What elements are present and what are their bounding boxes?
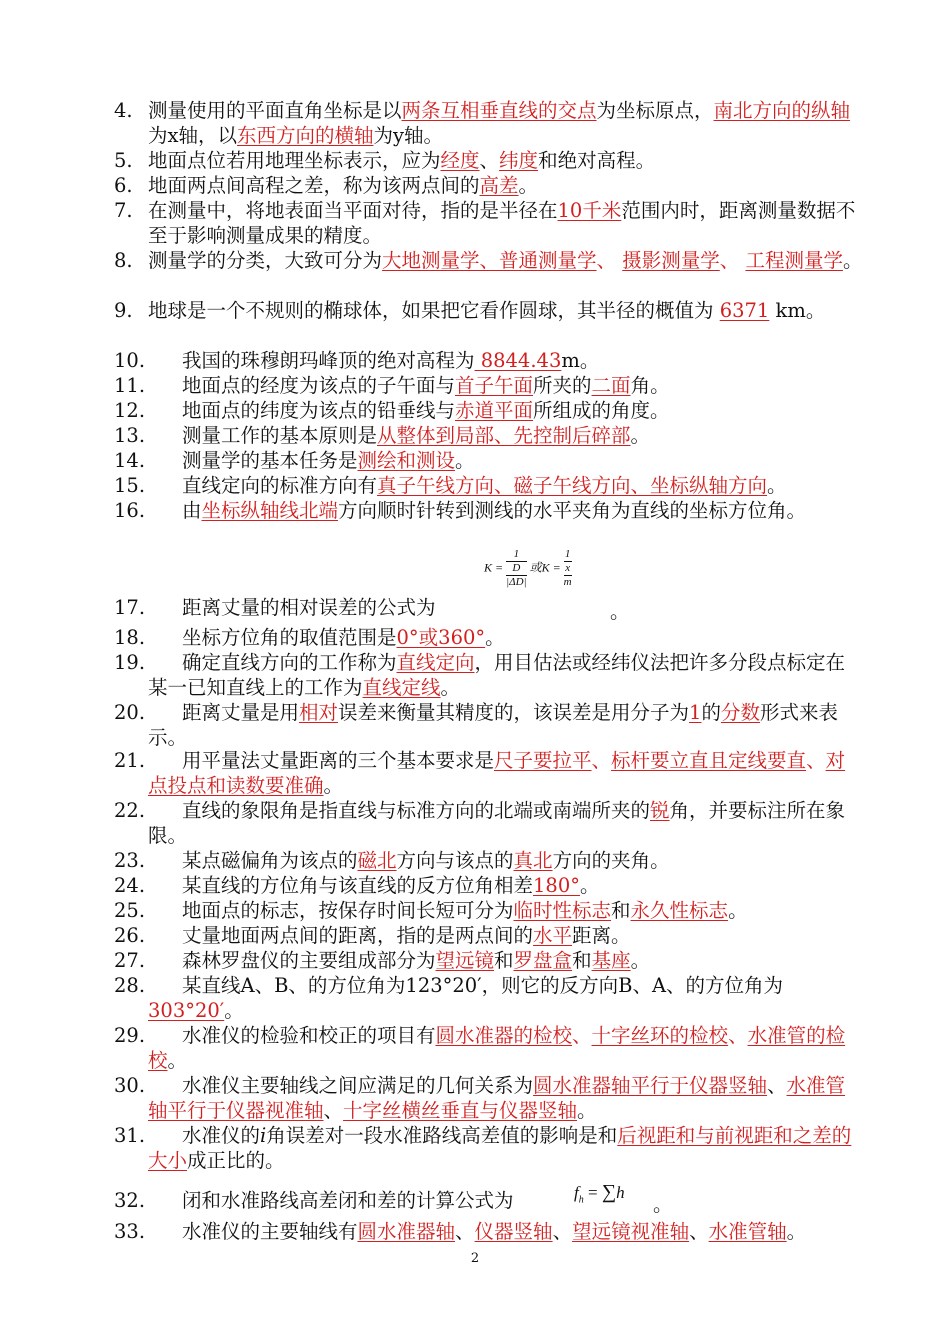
- question-number: 18.: [114, 626, 146, 649]
- question-fragment: ，用目估法或经纬仪法把许多分段点标定在某一已知直线上的工作为: [148, 651, 846, 699]
- question-fragment: 测量学的基本任务是: [182, 449, 358, 472]
- question-text: [148, 398, 864, 423]
- formula-or-label: 或K =: [529, 560, 561, 575]
- answer-fill: 仪器竖轴: [474, 1220, 553, 1243]
- question-text: [148, 348, 864, 373]
- question-text: [148, 148, 864, 173]
- answer-fill: 大地测量学、普通测量学: [382, 249, 597, 272]
- question-fragment: 直线的象限角是指直线与标准方向的北端或南端所夹的: [182, 799, 651, 822]
- question-fragment: 水准仪的主要轴线有: [182, 1220, 358, 1243]
- denominator-x: x: [565, 562, 571, 574]
- answer-separator: 、: [719, 249, 746, 272]
- question-text: [148, 1073, 864, 1123]
- question-fragment: 。: [518, 174, 539, 197]
- question-text: [148, 1188, 864, 1213]
- question-fragment: 某直线A、B、的方位角为123°20′，则它的反方向B、A、的方位角为: [182, 974, 784, 997]
- italic-symbol: i: [260, 1124, 267, 1147]
- question-fragment: 为x轴，以: [148, 124, 237, 147]
- question-fragment: 的: [701, 701, 721, 724]
- question-text: [148, 595, 864, 620]
- question-fragment: 测量工作的基本原则是: [182, 424, 378, 447]
- answer-separator: 、: [572, 1024, 592, 1047]
- formula-subscript: h: [578, 1194, 584, 1206]
- question-fragment: 。: [224, 999, 244, 1022]
- question-number: 32.: [114, 1189, 146, 1212]
- answer-fill: 南北方向的纵轴: [713, 99, 851, 122]
- question-number: 21.: [114, 749, 146, 772]
- question-fragment: m。: [561, 349, 600, 372]
- answer-fill: 水准管轴平行于仪器视准轴: [148, 1074, 846, 1122]
- question-number: 29.: [114, 1024, 146, 1047]
- denominator-m: m: [563, 576, 572, 588]
- question-text: [148, 923, 864, 948]
- answer-fill: 分数: [720, 701, 760, 724]
- closure-error-formula: [574, 1181, 625, 1205]
- question-fragment: 森林罗盘仪的主要组成部分为: [182, 949, 436, 972]
- question-text: [148, 625, 864, 650]
- question-fragment: 角。: [630, 374, 670, 397]
- question-fragment: 水准仪的: [182, 1124, 261, 1147]
- answer-fill: 纬度: [499, 149, 539, 172]
- question-number: 27.: [114, 949, 146, 972]
- fraction-1-over-d: [506, 548, 526, 589]
- question-fragment: 测量使用的平面直角坐标是以: [148, 99, 402, 122]
- question-fragment: 方向与该点的: [396, 849, 514, 872]
- question-number: 4.: [114, 99, 133, 122]
- question-fragment: 坐标方位角的取值范围是: [182, 626, 397, 649]
- question-number: 26.: [114, 924, 146, 947]
- answer-fill: 直线定线: [362, 676, 441, 699]
- answer-separator: 、: [591, 749, 612, 772]
- answer-fill: 临时性标志: [513, 899, 612, 922]
- question-fragment: 确定直线方向的工作称为: [182, 651, 397, 674]
- question-fragment: 距离。: [572, 924, 631, 947]
- question-fragment: 成正比的。: [187, 1149, 285, 1172]
- question-text: [148, 248, 864, 273]
- question-fragment: 距离丈量的相对误差的公式为: [182, 596, 436, 619]
- formula-17-period: 。: [610, 602, 630, 623]
- answer-fill: 十字丝横丝垂直与仪器竖轴: [343, 1099, 578, 1122]
- answer-fill: 工程测量学: [745, 249, 843, 272]
- answer-fill: 对点投点和读数要准确: [148, 749, 846, 797]
- question-text: [148, 448, 864, 473]
- question-fragment: 方向顺时针转到测线的水平夹角为直线的坐标方位角。: [338, 499, 807, 522]
- answer-fill: 后视距和与前视距和之差的大小: [148, 1124, 852, 1172]
- question-fragment: 。: [440, 676, 461, 699]
- sigma-symbol: ∑: [601, 1181, 617, 1203]
- question-fragment: 。: [323, 774, 344, 797]
- question-fragment: 某直线的方位角与该直线的反方位角相差: [182, 874, 534, 897]
- question-number: 5.: [114, 149, 133, 172]
- answer-fill: 8844.43: [474, 349, 562, 372]
- question-number: 24.: [114, 874, 146, 897]
- question-number: 23.: [114, 849, 146, 872]
- answer-fill: 永久性标志: [630, 899, 729, 922]
- question-fragment: 所组成的角度。: [533, 399, 670, 422]
- answer-fill: 两条互相垂直线的交点: [401, 99, 597, 122]
- question-fragment: 和绝对高程。: [538, 149, 656, 172]
- answer-fill: 6371: [719, 299, 770, 322]
- question-text: [148, 873, 864, 898]
- question-number: 30.: [114, 1074, 146, 1097]
- question-text: [148, 98, 864, 148]
- answer-fill: 标杆要立直且定线要直: [611, 749, 807, 772]
- answer-fill: 罗盘盒: [513, 949, 573, 972]
- question-fragment: 地面点的标志，按保存时间长短可分为: [182, 899, 514, 922]
- question-text: [148, 473, 864, 498]
- question-number: 31.: [114, 1124, 146, 1147]
- question-number: 8.: [114, 249, 133, 272]
- question-fragment: 范围内时，距离测量数据不至于影响测量成果的精度。: [148, 199, 856, 247]
- answer-fill: 从整体到局部、先控制后碎部: [377, 424, 631, 447]
- question-fragment: 。: [767, 474, 787, 497]
- relative-error-formula: [484, 548, 572, 589]
- question-fragment: 地面点的经度为该点的子午面与: [182, 374, 456, 397]
- question-fragment: 地面点的纬度为该点的铅垂线与: [182, 399, 456, 422]
- question-number: 7.: [114, 199, 133, 222]
- question-fragment: 我国的珠穆朗玛峰顶的绝对高程为: [182, 349, 475, 372]
- question-number: 16.: [114, 499, 146, 522]
- question-fragment: 。: [455, 449, 475, 472]
- question-fragment: 测量学的分类，大致可分为: [148, 249, 383, 272]
- question-fragment: 、: [455, 1220, 475, 1243]
- answer-fill: 赤道平面: [455, 399, 534, 422]
- question-fragment: 。: [630, 424, 651, 447]
- question-fragment: 用平量法丈量距离的三个基本要求是: [182, 749, 495, 772]
- page-number: 2: [470, 1251, 480, 1266]
- question-fragment: km。: [769, 299, 826, 322]
- question-text: [148, 1023, 864, 1073]
- question-fragment: 角误差对一段水准路线高差值的影响是和: [266, 1124, 618, 1147]
- answer-fill: 测绘和测设: [357, 449, 456, 472]
- answer-separator: 、: [806, 749, 826, 772]
- question-text: [148, 173, 864, 198]
- question-fragment: 水准仪主要轴线之间应满足的几何关系为: [182, 1074, 534, 1097]
- answer-fill: 摄影测量学: [622, 249, 720, 272]
- denominator-d: D: [512, 562, 521, 574]
- answer-fill: 0°或360°: [396, 626, 486, 649]
- question-fragment: 形式来表示。: [148, 701, 839, 749]
- question-fragment: 和: [572, 949, 592, 972]
- question-fragment: 和: [611, 899, 631, 922]
- question-fragment: 直线定向的标准方向有: [182, 474, 378, 497]
- answer-fill: 真北: [513, 849, 553, 872]
- fraction-1-over-x-m: [564, 548, 572, 589]
- question-text: [148, 423, 864, 448]
- question-text: [148, 198, 864, 248]
- formula-f: f: [574, 1183, 579, 1202]
- question-fragment: 、: [552, 1220, 573, 1243]
- question-fragment: 为坐标原点，: [596, 99, 714, 122]
- numerator: 1: [564, 548, 571, 560]
- numerator: 1: [513, 548, 520, 560]
- answer-separator: 、: [596, 249, 623, 272]
- question-fragment: 。: [728, 899, 748, 922]
- question-fragment: 闭和水准路线高差闭和差的计算公式为: [182, 1189, 514, 1212]
- question-text: [148, 1219, 864, 1244]
- question-fragment: 距离丈量是用: [182, 701, 300, 724]
- answer-fill: 经度: [440, 149, 480, 172]
- question-number: 22.: [114, 799, 146, 822]
- answer-fill: 直线定向: [396, 651, 475, 674]
- question-fragment: 地面点位若用地理坐标表示，应为: [148, 149, 441, 172]
- answer-fill: 相对: [299, 701, 339, 724]
- answer-fill: 水准管轴: [708, 1220, 787, 1243]
- answer-fill: 303°20′: [148, 999, 225, 1022]
- formula-32-period: 。: [653, 1195, 673, 1216]
- question-text: [148, 948, 864, 973]
- answer-fill: 坐标纵轴线北端: [201, 499, 339, 522]
- question-fragment: 误差来衡量其精度的，该误差是用分子为: [338, 701, 690, 724]
- question-fragment: 。: [630, 949, 651, 972]
- answer-fill: 二面: [591, 374, 631, 397]
- question-number: 20.: [114, 701, 146, 724]
- question-fragment: 、: [479, 149, 500, 172]
- question-fragment: 水准仪的检验和校正的项目有: [182, 1024, 436, 1047]
- answer-fill: 磁北: [357, 849, 397, 872]
- question-fragment: 、: [689, 1220, 709, 1243]
- answer-fill: 10千米: [557, 199, 622, 222]
- question-text: [148, 898, 864, 923]
- question-fragment: 由: [182, 499, 202, 522]
- question-fragment: 地面两点间高程之差，称为该两点间的: [148, 174, 480, 197]
- question-number: 12.: [114, 399, 146, 422]
- question-text: [148, 848, 864, 873]
- question-number: 9.: [114, 299, 133, 322]
- question-fragment: 和: [494, 949, 514, 972]
- question-number: 33.: [114, 1220, 146, 1243]
- question-fragment: 某点磁偏角为该点的: [182, 849, 358, 872]
- answer-fill: 1: [689, 701, 702, 724]
- answer-fill: 水准管的检校: [148, 1024, 846, 1072]
- question-text: [148, 373, 864, 398]
- question-text: [148, 798, 864, 848]
- question-fragment: 。: [577, 1099, 597, 1122]
- question-fragment: 在测量中，将地表面当平面对待，指的是半径在: [148, 199, 558, 222]
- question-number: 11.: [114, 374, 146, 397]
- question-fragment: 所夹的: [533, 374, 592, 397]
- answer-fill: 望远镜视准轴: [572, 1220, 690, 1243]
- question-fragment: 丈量地面两点间的距离，指的是两点间的: [182, 924, 534, 947]
- question-number: 14.: [114, 449, 146, 472]
- answer-fill: 东西方向的横轴: [237, 124, 374, 147]
- answer-fill: 锐: [650, 799, 670, 822]
- answer-fill: 180°: [533, 874, 580, 897]
- answer-fill: 基座: [591, 949, 631, 972]
- question-number: 25.: [114, 899, 146, 922]
- answer-fill: 望远镜: [435, 949, 495, 972]
- answer-fill: 真子午线方向、磁子午线方向、坐标纵轴方向: [377, 474, 768, 497]
- formula-h: h: [616, 1183, 625, 1202]
- question-number: 28.: [114, 974, 146, 997]
- answer-fill: 十字丝环的检校: [591, 1024, 729, 1047]
- question-fragment: 、: [767, 1074, 787, 1097]
- denominator-delta-d: |ΔD|: [506, 576, 527, 588]
- question-number: 6.: [114, 174, 133, 197]
- question-text: [148, 700, 864, 750]
- question-fragment: 角，并要标注所在象限。: [148, 799, 846, 847]
- question-number: 15.: [114, 474, 146, 497]
- formula-equals: =: [587, 1183, 598, 1202]
- answer-fill: 尺子要拉平: [494, 749, 592, 772]
- answer-fill: 圆水准器轴平行于仪器竖轴: [533, 1074, 768, 1097]
- question-text: [148, 1123, 864, 1173]
- question-fragment: 。: [786, 1220, 807, 1243]
- question-number: 17.: [114, 596, 146, 619]
- question-fragment: 为y轴。: [373, 124, 444, 147]
- question-text: [148, 498, 864, 523]
- question-number: 19.: [114, 651, 146, 674]
- answer-fill: 水平: [533, 924, 573, 947]
- answer-fill: 高差: [479, 174, 519, 197]
- answer-fill: 圆水准器的检校: [435, 1024, 573, 1047]
- question-text: [148, 748, 864, 798]
- question-number: 10.: [114, 349, 146, 372]
- question-fragment: 、: [323, 1099, 344, 1122]
- question-fragment: 。: [167, 1049, 188, 1072]
- question-fragment: 方向的夹角。: [552, 849, 670, 872]
- answer-fill: 圆水准器轴: [357, 1220, 456, 1243]
- question-text: [148, 973, 864, 1023]
- question-text: [148, 650, 864, 700]
- question-fragment: 。: [485, 626, 505, 649]
- answer-separator: 、: [728, 1024, 748, 1047]
- question-number: 13.: [114, 424, 146, 447]
- question-fragment: 地球是一个不规则的椭球体，如果把它看作圆球，其半径的概值为: [148, 299, 720, 322]
- formula-k-label: K =: [484, 560, 504, 575]
- question-fragment: 。: [580, 874, 600, 897]
- question-fragment: 。: [842, 249, 863, 272]
- answer-fill: 首子午面: [455, 374, 534, 397]
- question-text: [148, 298, 864, 323]
